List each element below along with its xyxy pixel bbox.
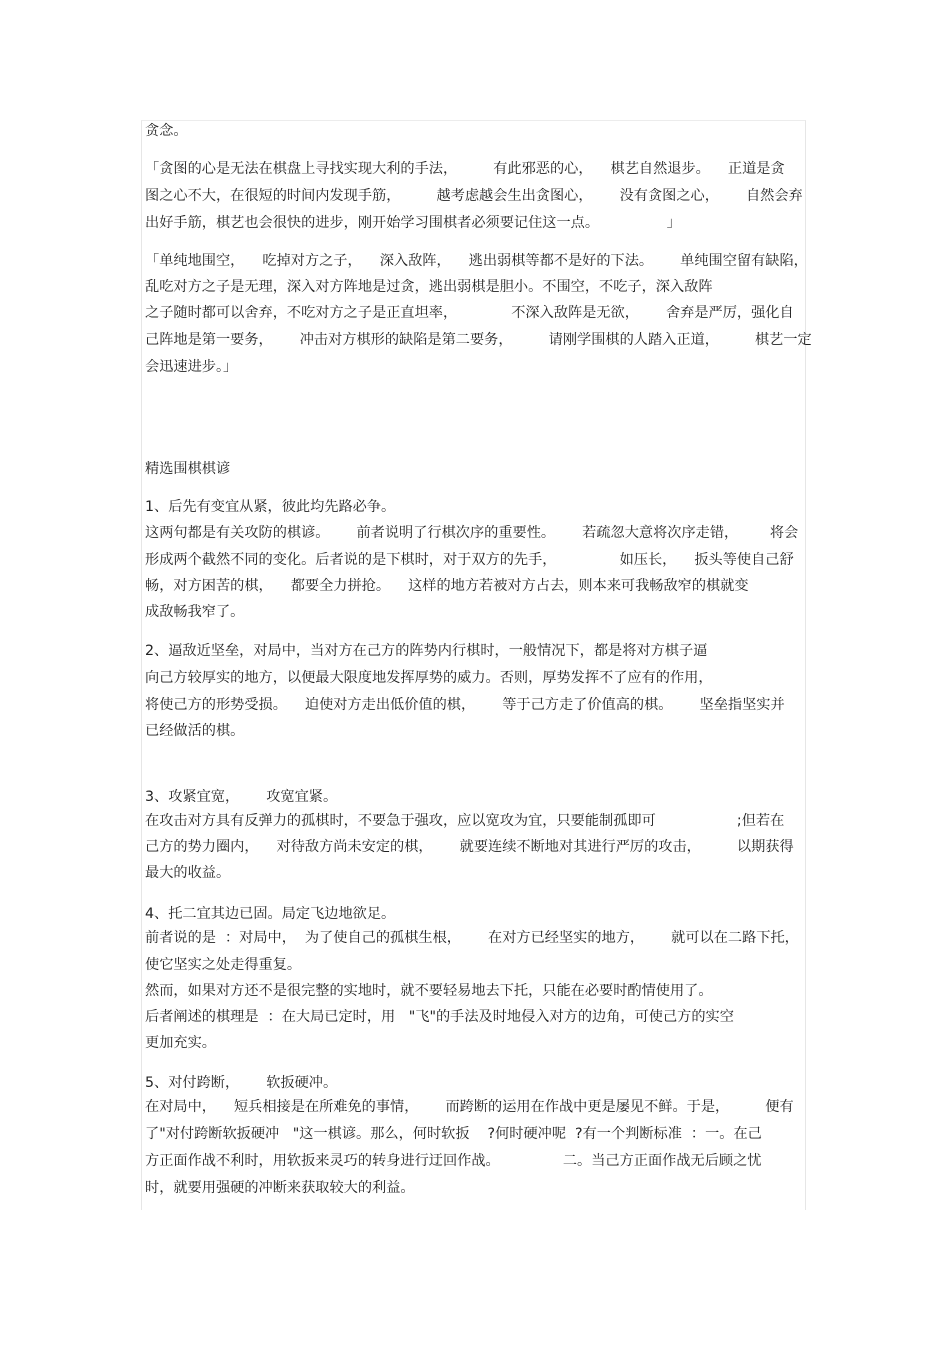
text-line: 之子随时都可以舍弃，不吃对方之子是正直坦率， 不深入敌阵是无欲， 舍弃是严厉，强化自: [145, 305, 794, 321]
text-line: 时，就要用强硬的冲断来获取较大的利益。: [145, 1180, 415, 1196]
text-line: 前者说的是 ：对局中， 为了使自己的孤棋生根， 在对方已经坚实的地方， 就可以在二路下托，: [145, 930, 799, 946]
text-line: 这两句都是有关攻防的棋谚。 前者说明了行棋次序的重要性。 若疏忽大意将次序走错， 将会: [145, 525, 799, 541]
text-line: 在对局中， 短兵相接是在所难免的事情， 而跨断的运用在作战中更是屡见不鲜。于是， 便有: [145, 1099, 794, 1115]
text-line: 乱吃对方之子是无理，深入对方阵地是过贪，逃出弱棋是胆小。不围空，不吃子，深入敌阵: [145, 279, 713, 295]
text-line: 出好手筋，棋艺也会很快的进步，刚开始学习围棋者必须要记住这一点。 」: [145, 215, 681, 231]
text-line: 会迅速进步。」: [145, 359, 238, 375]
proverb-heading: 5、对付跨断， 软扳硬冲。: [145, 1075, 338, 1091]
text-line: 贪念。: [145, 123, 188, 139]
text-line: 然而，如果对方还不是很完整的实地时，就不要轻易地去下托，只能在必要时酌情使用了。: [145, 983, 713, 999]
proverb-heading: 1、后先有变宜从紧，彼此均先路必争。: [145, 499, 396, 515]
text-line: 最大的收益。: [145, 865, 231, 881]
text-line: 形成两个截然不同的变化。后者说的是下棋时，对于双方的先手， 如压长， 扳头等使自己舒: [145, 552, 794, 568]
text-line: 己阵地是第一要务， 冲击对方棋形的缺陷是第二要务， 请刚学围棋的人踏入正道， 棋艺一定: [145, 332, 812, 348]
proverb-heading: 2、逼敌近坚垒，对局中，当对方在己方的阵势内行棋时，一般情况下，都是将对方棋子逼: [145, 643, 708, 659]
text-line: 后者阐述的棋理是 ：在大局已定时，用 "飞"的手法及时地侵入对方的边角，可使己方的实空: [145, 1009, 734, 1025]
text-line: 方正面作战不利时，用软扳来灵巧的转身进行迂回作战。 二。当己方正面作战无后顾之忧: [145, 1153, 762, 1169]
text-line: 在攻击对方具有反弹力的孤棋时，不要急于强攻，应以宽攻为宜，只要能制孤即可 ;但若在: [145, 813, 785, 829]
text-line: 向己方较厚实的地方，以便最大限度地发挥厚势的威力。否则，厚势发挥不了应有的作用，: [145, 670, 713, 686]
section-title: 精选围棋棋谚: [145, 461, 231, 477]
text-line: 畅，对方困苦的棋， 都要全力拼抢。 这样的地方若被对方占去，则本来可我畅敌窄的棋就变: [145, 578, 749, 594]
text-line: 「单纯地围空， 吃掉对方之子， 深入敌阵， 逃出弱棋等都不是好的下法。 单纯围空留有缺陷，: [145, 253, 808, 269]
text-line: 更加充实。: [145, 1035, 216, 1051]
proverb-heading: 4、托二宜其边已固。局定飞边地欲足。: [145, 906, 396, 922]
text-line: 了"对付跨断软扳硬冲 "这一棋谚。那么，何时软扳 ?何时硬冲呢 ?有一个判断标准 ：一。在己: [145, 1126, 762, 1142]
proverb-heading: 3、攻紧宜宽， 攻宽宜紧。: [145, 789, 338, 805]
text-line: 己方的势力圈内， 对待敌方尚未安定的棋， 就要连续不断地对其进行严厉的攻击， 以期获得: [145, 839, 794, 855]
text-line: 图之心不大，在很短的时间内发现手筋， 越考虑越会生出贪图心， 没有贪图之心， 自然会弃: [145, 188, 803, 204]
text-line: 使它坚实之处走得重复。: [145, 957, 302, 973]
text-line: 成敌畅我窄了。: [145, 604, 245, 620]
text-line: 「贪图的心是无法在棋盘上寻找实现大利的手法， 有此邪恶的心， 棋艺自然退步。 正道是贪: [145, 161, 785, 177]
text-line: 将使己方的形势受损。 迫使对方走出低价值的棋， 等于己方走了价值高的棋。 坚垒指坚实并: [145, 697, 785, 713]
text-line: 已经做活的棋。: [145, 723, 245, 739]
